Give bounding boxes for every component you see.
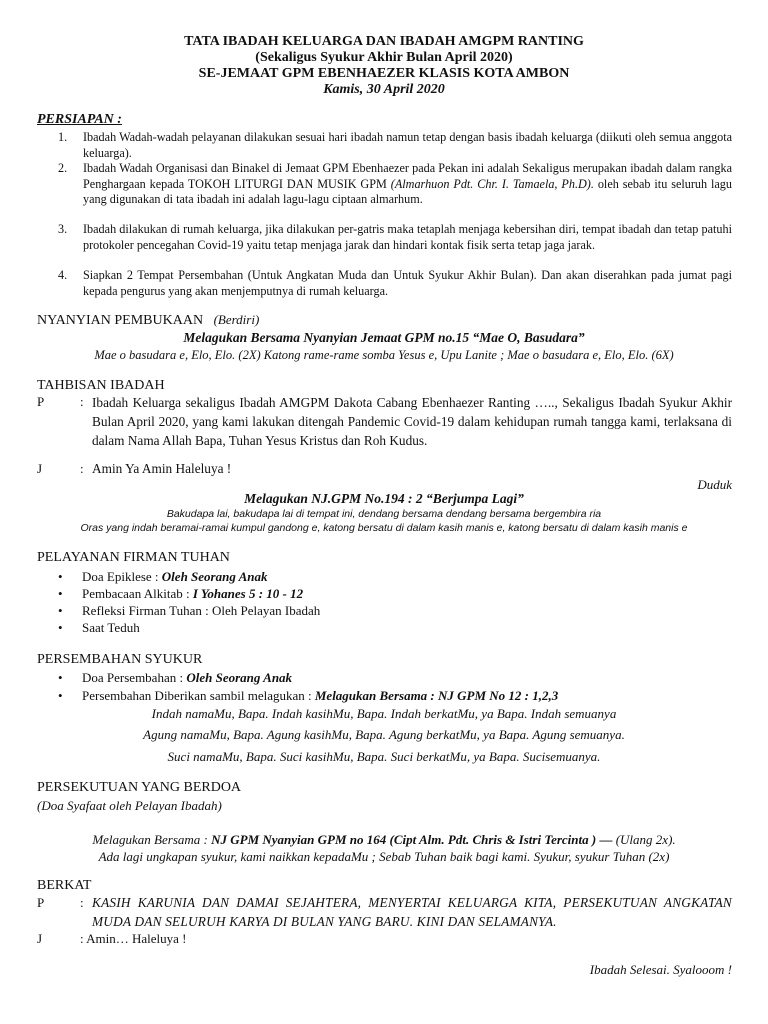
item-text: Ibadah dilakukan di rumah keluarga, jika dilakukan per-gatris maka tetaplah menjaga kebersihan diri, tempat ibadah dan tetap patuhi protokoler pencegahan Covid-19 yaitu tetap menjaga jarak dan hindari kontak fisik serta tetap jaga jarak.: [83, 222, 732, 252]
pembukaan-note: (Berdiri): [213, 312, 260, 327]
tahbisan-lyric-1: Bakudapa lai, bakudapa lai di tempat ini, dendang bersama dendang bersama bergembira ria: [166, 508, 602, 520]
berkat-p-colon: :: [80, 895, 84, 910]
berdoa-note: (Doa Syafaat oleh Pelayan Ibadah): [37, 798, 222, 813]
section-persembahan-title: PERSEMBAHAN SYUKUR: [37, 652, 203, 667]
duduk-note: Duduk: [697, 477, 732, 492]
item-number: 1.: [58, 130, 68, 144]
section-berkat-title: BERKAT: [37, 878, 92, 893]
firman-bullet-1: • Doa Epiklese : Oleh Seorang Anak: [58, 569, 268, 584]
persiapan-item-2: [58, 161, 732, 208]
item-text: Ibadah Wadah Organisasi dan Binakel di Jemaat GPM Ebenhaezer pada Pekan ini adalah Sekaligus merupakan ibadah dalam rangka Penghargaan kepada TOKOH LITURGI DAN MUSIK GPM (Almarhuon Pdt. Chr. I. Tamaela, Ph.D). oleh sebab itu seluruh lagu yang digunakan di tata ibadah ini adalah lagu-lagu ciptaan almarhum.: [83, 161, 732, 206]
persiapan-item-4: [58, 268, 732, 299]
section-pembukaan-title: NYANYIAN PEMBUKAAN (Berdiri): [37, 312, 260, 328]
tahbisan-j-colon: :: [80, 461, 84, 476]
berdoa-song: Melagukan Bersama : NJ GPM Nyanyian GPM no 164 (Cipt Alm. Pdt. Chris & Istri Tercinta ) — (Ulang 2x).: [92, 832, 676, 847]
item-text: Siapkan 2 Tempat Persembahan (Untuk Angkatan Muda dan Untuk Syukur Akhir Bulan). Dan akan diserahkan pada jumat pagi kepada pengurus yang akan menjemputnya di rumah keluarga.: [83, 268, 732, 298]
firman-bullet-2: • Pembacaan Alkitab : I Yohanes 5 : 10 - 12: [58, 586, 304, 601]
persembahan-bullet-1: • Doa Persembahan : Oleh Seorang Anak: [58, 670, 293, 685]
tahbisan-song: Melagukan NJ.GPM No.194 : 2 “Berjumpa Lagi”: [244, 491, 524, 506]
section-tahbisan-title: TAHBISAN IBADAH: [37, 378, 165, 393]
persembahan-lyric-3: Suci namaMu, Bapa. Suci kasihMu, Bapa. Suci berkatMu, ya Bapa. Sucisemuanya.: [167, 749, 601, 764]
item-number: 3.: [58, 222, 68, 236]
tahbisan-j-label: J: [37, 461, 43, 476]
berkat-j-text: : Amin… Haleluya !: [80, 931, 187, 946]
berkat-p-label: P: [37, 895, 45, 910]
doc-title: TATA IBADAH KELUARGA DAN IBADAH AMGPM RANTING: [184, 34, 584, 49]
firman-bullet-4: • Saat Teduh: [58, 620, 140, 635]
persembahan-lyric-1: Indah namaMu, Bapa. Indah kasihMu, Bapa. Indah berkatMu, ya Bapa. Indah semuanya: [151, 706, 617, 721]
doc-date: Kamis, 30 April 2020: [323, 82, 445, 97]
tahbisan-j-text: Amin Ya Amin Haleluya !: [92, 461, 232, 476]
firman-bullet-3: • Refleksi Firman Tuhan : Oleh Pelayan Ibadah: [58, 603, 321, 618]
tahbisan-p-colon: :: [80, 394, 84, 409]
tahbisan-lyric-2: Oras yang indah beramai-ramai kumpul gandong e, katong bersatu di dalam kasih manis e, katong bersatu di dalam kasih manis e: [80, 522, 688, 534]
item-text: Ibadah Wadah-wadah pelayanan dilakukan sesuai hari ibadah namun tetap dengan basis ibadah keluarga (diikuti oleh semua anggota keluarga).: [83, 130, 732, 160]
persiapan-item-3: [58, 222, 732, 253]
pembukaan-song: Melagukan Bersama Nyanyian Jemaat GPM no.15 “Mae O, Basudara”: [183, 330, 585, 345]
item-number: 2.: [58, 161, 68, 175]
closing-note: Ibadah Selesai. Syalooom !: [589, 962, 732, 977]
persembahan-bullet-2: • Persembahan Diberikan sambil melagukan : Melagukan Bersama : NJ GPM No 12 : 1,2,3: [58, 688, 559, 703]
section-berdoa-title: PERSEKUTUAN YANG BERDOA: [37, 780, 242, 795]
item-number: 4.: [58, 268, 68, 282]
tahbisan-p-text: Ibadah Keluarga sekaligus Ibadah AMGPM Dakota Cabang Ebenhaezer Ranting ….., Sekaligus Ibadah Syukur Akhir Bulan April 2020, yang kami lakukan ditengah Pandemic Covid-19 dalam kehidupan rumah tangga kami, terlaksana di dalam Nama Allah Bapa, Tuhan Yesus Kristus dan Roh Kudus.: [92, 395, 732, 448]
berkat-j-label: J: [37, 931, 43, 946]
doc-subtitle: (Sekaligus Syukur Akhir Bulan April 2020): [255, 50, 513, 65]
persembahan-lyric-2: Agung namaMu, Bapa. Agung kasihMu, Bapa. Agung berkatMu, ya Bapa. Agung semuanya.: [143, 727, 625, 742]
berdoa-lyric: Ada lagi ungkapan syukur, kami naikkan kepadaMu ; Sebab Tuhan baik bagi kami. Syukur, syukur Tuhan (2x): [98, 849, 670, 864]
pembukaan-lyric: Mae o basudara e, Elo, Elo. (2X) Katong rame-rame somba Yesus e, Upu Lanite ; Mae o basudara e, Elo, Elo. (6X): [94, 348, 674, 362]
section-firman-title: PELAYANAN FIRMAN TUHAN: [37, 550, 230, 565]
persiapan-item-1: [58, 130, 732, 161]
berkat-p-text: KASIH KARUNIA DAN DAMAI SEJAHTERA, MENYERTAI KELUARGA KITA, PERSEKUTUAN ANGKATAN MUDA DAN SELURUH KARYA DI BULAN YANG BARU. KINI DAN SELAMANYA.: [92, 895, 732, 929]
section-persiapan-title: PERSIAPAN :: [37, 112, 122, 127]
tahbisan-p-label: P: [37, 394, 45, 409]
doc-congregation: SE-JEMAAT GPM EBENHAEZER KLASIS KOTA AMBON: [198, 66, 570, 81]
